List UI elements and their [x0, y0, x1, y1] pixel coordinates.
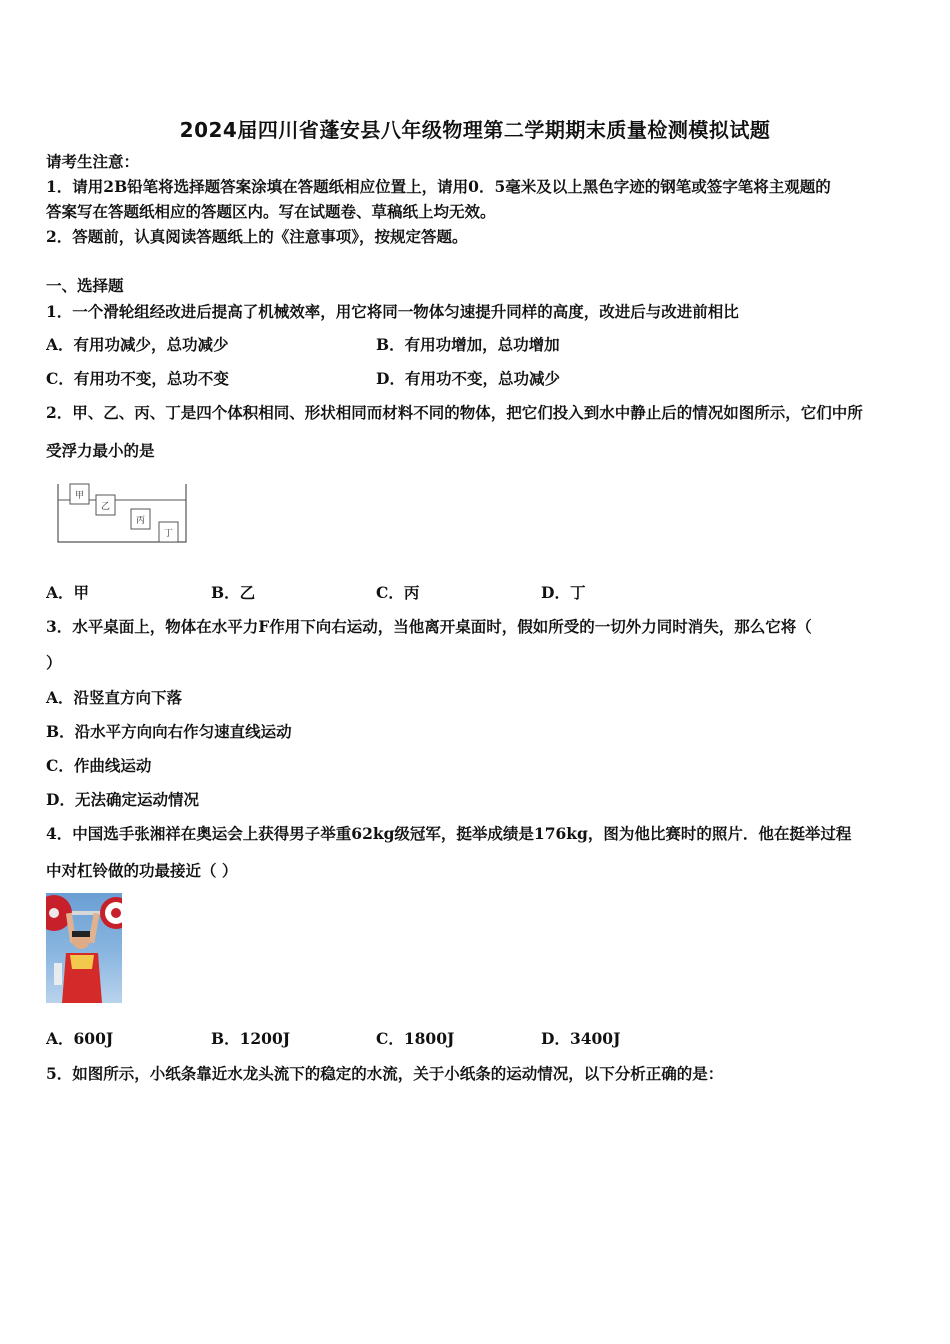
question-3-stem-line-2: ）	[46, 653, 62, 672]
q3-option-a: A．沿竖直方向下落	[46, 688, 183, 707]
buoyancy-figure	[56, 480, 190, 546]
hair	[72, 931, 90, 937]
q3-option-b: B．沿水平方向向右作匀速直线运动	[46, 722, 292, 741]
q2-option-d: D．丁	[541, 583, 586, 602]
question-4-stem-line-2: 中对杠铃做的功最接近（ ）	[46, 861, 238, 880]
q2-option-b: B．乙	[211, 583, 256, 602]
label-ding: 丁	[163, 529, 174, 539]
q4-option-a: A．600J	[46, 1029, 114, 1048]
notice-heading: 请考生注意：	[46, 152, 140, 171]
q1-option-c: C．有用功不变，总功不变	[46, 369, 229, 388]
notice-item-1-line-2: 答案写在答题纸相应的答题区内。写在试题卷、草稿纸上均无效。	[46, 202, 496, 221]
question-1-stem: 1．一个滑轮组经改进后提高了机械效率，用它将同一物体匀速提升同样的高度，改进后与改进前相比	[46, 302, 739, 321]
yellow-trim	[70, 955, 94, 969]
label-bing: 丙	[135, 516, 146, 526]
q2-option-c: C．丙	[376, 583, 420, 602]
q3-option-c: C．作曲线运动	[46, 756, 152, 775]
q3-option-d: D．无法确定运动情况	[46, 790, 199, 809]
left-plate-hub	[49, 908, 59, 918]
weightlifter-illustration	[46, 893, 122, 1003]
question-2-stem-line-1: 2．甲、乙、丙、丁是四个体积相同、形状相同而材料不同的物体，把它们投入到水中静止后的情况如图所示，它们中所	[46, 403, 863, 422]
q4-option-b: B．1200J	[211, 1029, 291, 1048]
page-title: 2024届四川省蓬安县八年级物理第二学期期末质量检测模拟试题	[179, 118, 771, 142]
torso-highlight	[54, 963, 62, 985]
q1-option-d: D．有用功不变，总功减少	[376, 369, 560, 388]
label-jia: 甲	[74, 491, 85, 501]
question-3-stem-line-1: 3．水平桌面上，物体在水平力F作用下向右运动，当他离开桌面时，假如所受的一切外力同时消失，那么它将（	[46, 617, 812, 636]
q1-option-a: A．有用功减少，总功减少	[46, 335, 229, 354]
notice-item-2: 2．答题前，认真阅读答题纸上的《注意事项》，按规定答题。	[46, 227, 468, 246]
question-4-stem-line-1: 4．中国选手张湘祥在奥运会上获得男子举重62kg级冠军，挺举成绩是176kg，图为他比赛时的照片．他在挺举过程	[46, 824, 852, 843]
label-yi: 乙	[100, 502, 111, 512]
q4-option-d: D．3400J	[541, 1029, 621, 1048]
notice-item-1-line-1: 1．请用2B铅笔将选择题答案涂填在答题纸相应位置上，请用0．5毫米及以上黑色字迹的钢笔或签字笔将主观题的	[46, 177, 831, 196]
right-plate-hub	[111, 908, 121, 918]
section-heading: 一、选择题	[46, 276, 124, 295]
question-2-stem-line-2: 受浮力最小的是	[46, 441, 155, 460]
q4-option-c: C．1800J	[376, 1029, 455, 1048]
question-5-stem: 5．如图所示，小纸条靠近水龙头流下的稳定的水流，关于小纸条的运动情况，以下分析正确的是：	[46, 1064, 724, 1083]
right-arm	[88, 913, 99, 944]
q1-option-b: B．有用功增加，总功增加	[376, 335, 560, 354]
weightlifter-photo	[46, 893, 122, 1003]
q2-option-a: A．甲	[46, 583, 90, 602]
